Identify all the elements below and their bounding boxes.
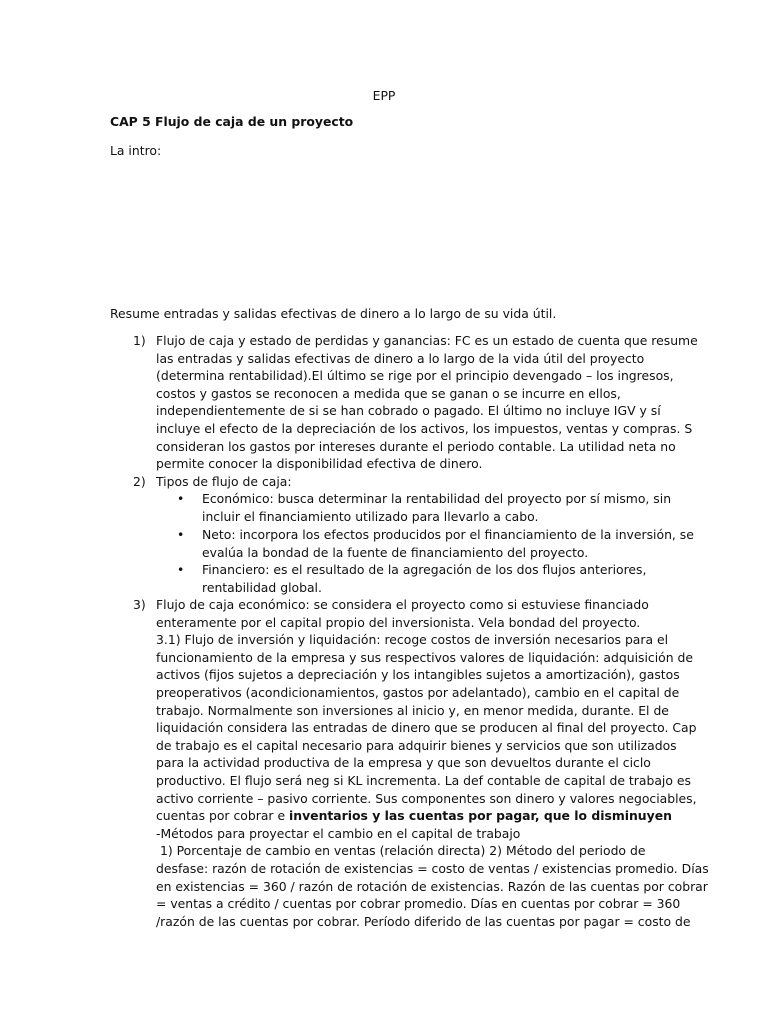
text-line: Tipos de flujo de caja:: [156, 474, 292, 489]
text-line: Flujo de caja económico: se considera el proyecto como si estuviese financiado: [156, 597, 649, 612]
text-line: /razón de las cuentas por cobrar. Período diferido de las cuentas por pagar = costo de: [156, 913, 691, 929]
text-line: funcionamiento de la empresa y sus respectivos valores de liquidación: adquisición de: [156, 649, 694, 665]
intro-label: La intro:: [110, 143, 162, 158]
text-line: trabajo. Normalmente son inversiones al inicio y, en menor medida, durante. El de: [156, 702, 669, 718]
list-number: 3): [133, 597, 146, 612]
text-line: permite conocer la disponibilidad efectiva de dinero.: [156, 456, 483, 472]
text-line: 3.1) Flujo de inversión y liquidación: recoge costos de inversión necesarios para el: [156, 632, 669, 648]
text-line: independientemente de si se han cobrado o pagado. El último no incluye IGV y sí: [156, 403, 661, 419]
text-line: Flujo de caja y estado de perdidas y ganancias: FC es un estado de cuenta que resume: [156, 333, 698, 348]
text-line: activos (fijos sujetos a depreciación y los intangibles sujetos a amortización), gastos: [156, 667, 680, 683]
text-line: Neto: incorpora los efectos producidos por el financiamiento de la inversión, se: [202, 527, 694, 542]
text-line: de trabajo es el capital necesario para adquirir bienes y servicios que son utilizados: [156, 737, 677, 753]
text-line: enteramente por el capital propio del inversionista. Vela bondad del proyecto.: [156, 614, 641, 630]
text-line: liquidación considera las entradas de dinero que se producen al final del proyecto. Cap: [156, 720, 697, 736]
page-header-title: EPP: [372, 88, 396, 103]
text-bold: inventarios y las cuentas por pagar, que lo disminuyen: [289, 808, 672, 824]
text-line: consideran los gastos por intereses durante el periodo contable. La utilidad neta no: [156, 438, 676, 454]
list-number: 1): [133, 333, 146, 348]
text-line: las entradas y salidas efectivas de dinero a lo largo de la vida útil del proyecto: [156, 350, 645, 366]
text-line: Financiero: es el resultado de la agregación de los dos flujos anteriores,: [202, 562, 647, 577]
bullet-item-text: [202, 561, 672, 596]
text-line: activo corriente – pasivo corriente. Sus componentes son dinero y valores negociables,: [156, 790, 697, 806]
list-item-text: [156, 473, 676, 491]
text-line: costos y gastos se reconocen a medida que se ganan o se incurre en ellos,: [156, 385, 621, 401]
text-line: preoperativos (acondicionamientos, gastos por adelantado), cambio en el capital de: [156, 684, 680, 700]
text-line: -Métodos para proyectar el cambio en el capital de trabajo: [156, 825, 521, 841]
text-line: (determina rentabilidad).El último se rige por el principio devengado – los ingresos,: [156, 368, 674, 384]
text-line: para la actividad productiva de la empresa y que son devueltos durante el ciclo: [156, 755, 651, 771]
mixed-text-line: [156, 807, 676, 825]
bullet-icon: •: [177, 491, 185, 506]
text-line: productivo. El flujo será neg si KL incrementa. La def contable de capital de trabajo es: [156, 772, 691, 788]
text-line: evalúa la bondad de la fuente de financiamiento del proyecto.: [202, 544, 589, 560]
text-line: Económico: busca determinar la rentabilidad del proyecto por sí mismo, sin: [202, 491, 672, 506]
text-line: 1) Porcentaje de cambio en ventas (relación directa) 2) Método del periodo de: [156, 843, 646, 859]
list-item-text: [156, 596, 709, 930]
text-line: en existencias = 360 / razón de rotación de existencias. Razón de las cuentas por cobrar: [156, 878, 708, 894]
chapter-title: CAP 5 Flujo de caja de un proyecto: [110, 114, 354, 129]
text-line: desfase: razón de rotación de existencias = costo de ventas / existencias promedio. Días: [156, 860, 709, 876]
bullet-icon: •: [177, 562, 185, 577]
list-number: 2): [133, 474, 146, 489]
bullet-item-text: [202, 490, 672, 525]
text-line: incluir el financiamiento utilizado para llevarlo a cabo.: [202, 508, 539, 524]
text-line: rentabilidad global.: [202, 579, 322, 595]
summary-paragraph: Resume entradas y salidas efectivas de dinero a lo largo de su vida útil.: [110, 306, 557, 321]
text-normal: cuentas por cobrar e: [156, 808, 290, 824]
bullet-icon: •: [177, 527, 185, 542]
bullet-item-text: [202, 526, 694, 561]
text-line: incluye el efecto de la depreciación de los activos, los impuestos, ventas y compras. S: [156, 420, 693, 436]
list-item-text: [156, 332, 698, 473]
text-line: = ventas a crédito / cuentas por cobrar promedio. Días en cuentas por cobrar = 360: [156, 896, 681, 912]
